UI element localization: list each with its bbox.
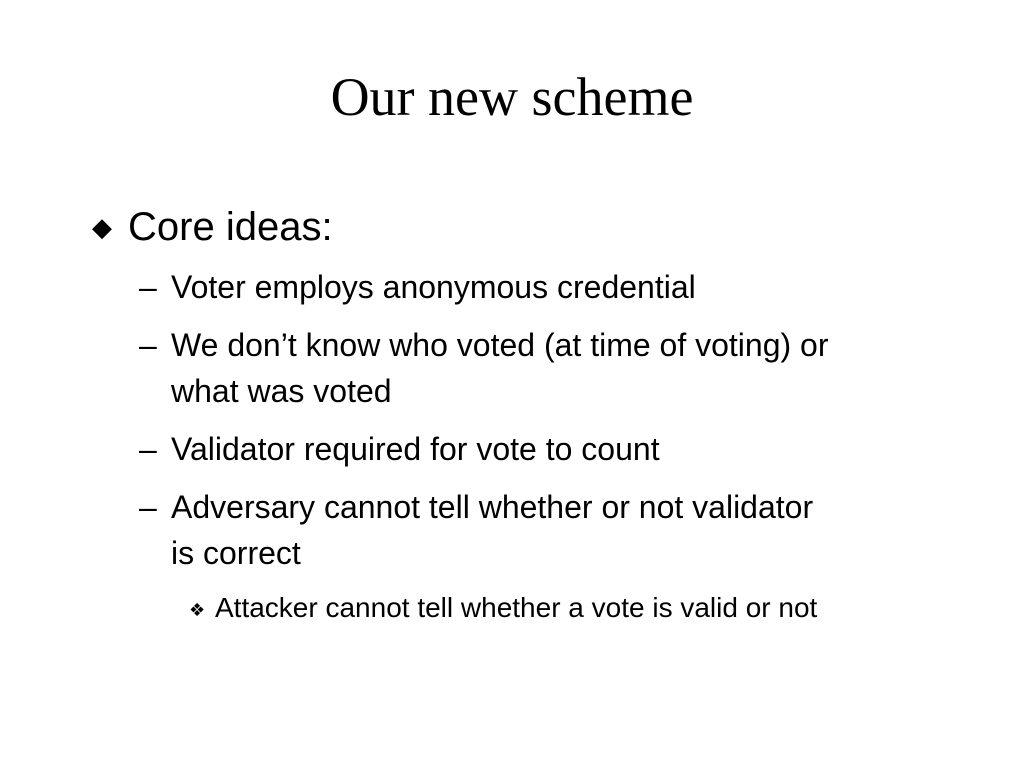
sub-bullet-adversary [139,484,829,576]
sub-bullet-text: Validator required for vote to count [171,431,660,467]
dash-marker: – [139,431,157,467]
dash-marker: – [139,269,157,305]
sub-bullet-text: Adversary cannot tell whether or not validator is correct [171,489,814,571]
sub-sub-bullet-attacker [189,587,909,629]
diamond-bullet-icon: ◆ [92,212,112,242]
sub-bullet-credential [139,264,859,310]
sub-bullet-text: We don’t know who voted (at time of voting) or what was voted [171,327,829,409]
sub-bullet-validator [139,426,859,472]
sub-bullet-who-voted [139,322,829,414]
bullet-core-ideas [92,203,333,255]
four-diamond-bullet-icon: ❖ [189,600,206,620]
sub-sub-bullet-text: Attacker cannot tell whether a vote is valid or not [215,592,818,623]
dash-marker: – [139,327,157,363]
slide-title: Our new scheme [330,67,694,127]
sub-bullet-text: Voter employs anonymous credential [171,269,696,305]
bullet-text: Core ideas: [128,205,333,249]
dash-marker: – [139,489,157,525]
